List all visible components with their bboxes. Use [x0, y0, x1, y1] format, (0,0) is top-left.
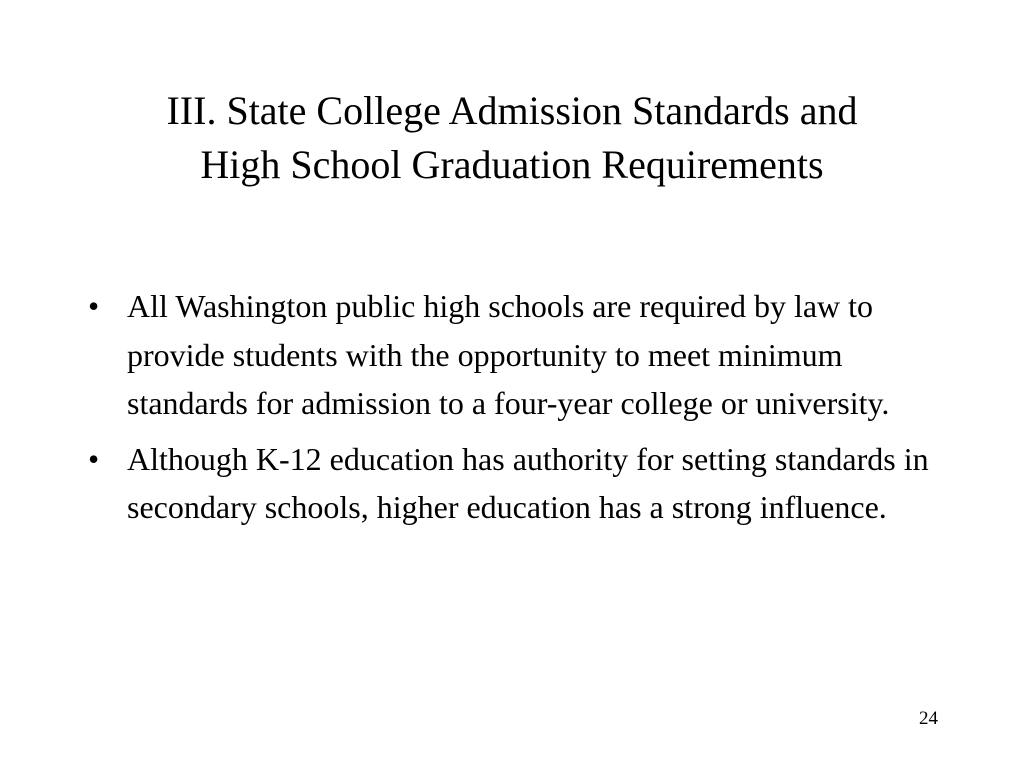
- bullet-text: All Washington public high schools are required by law to provide students with the opportunity to meet minimum standards for admission to a four-year college or university.: [127, 288, 890, 421]
- bullet-icon: •: [88, 440, 100, 477]
- bullet-list: [80, 282, 950, 539]
- slide-title: [60, 84, 964, 192]
- bullet-item: [80, 435, 950, 532]
- slide-title-line: III. State College Admission Standards and: [166, 88, 858, 133]
- bullet-text: Although K-12 education has authority for setting standards in secondary schools, higher education has a strong influence.: [127, 440, 929, 525]
- slide-title-line: High School Graduation Requirements: [200, 142, 824, 187]
- bullet-item: [80, 282, 950, 428]
- slide-number: 24: [919, 708, 938, 729]
- bullet-icon: •: [88, 288, 100, 324]
